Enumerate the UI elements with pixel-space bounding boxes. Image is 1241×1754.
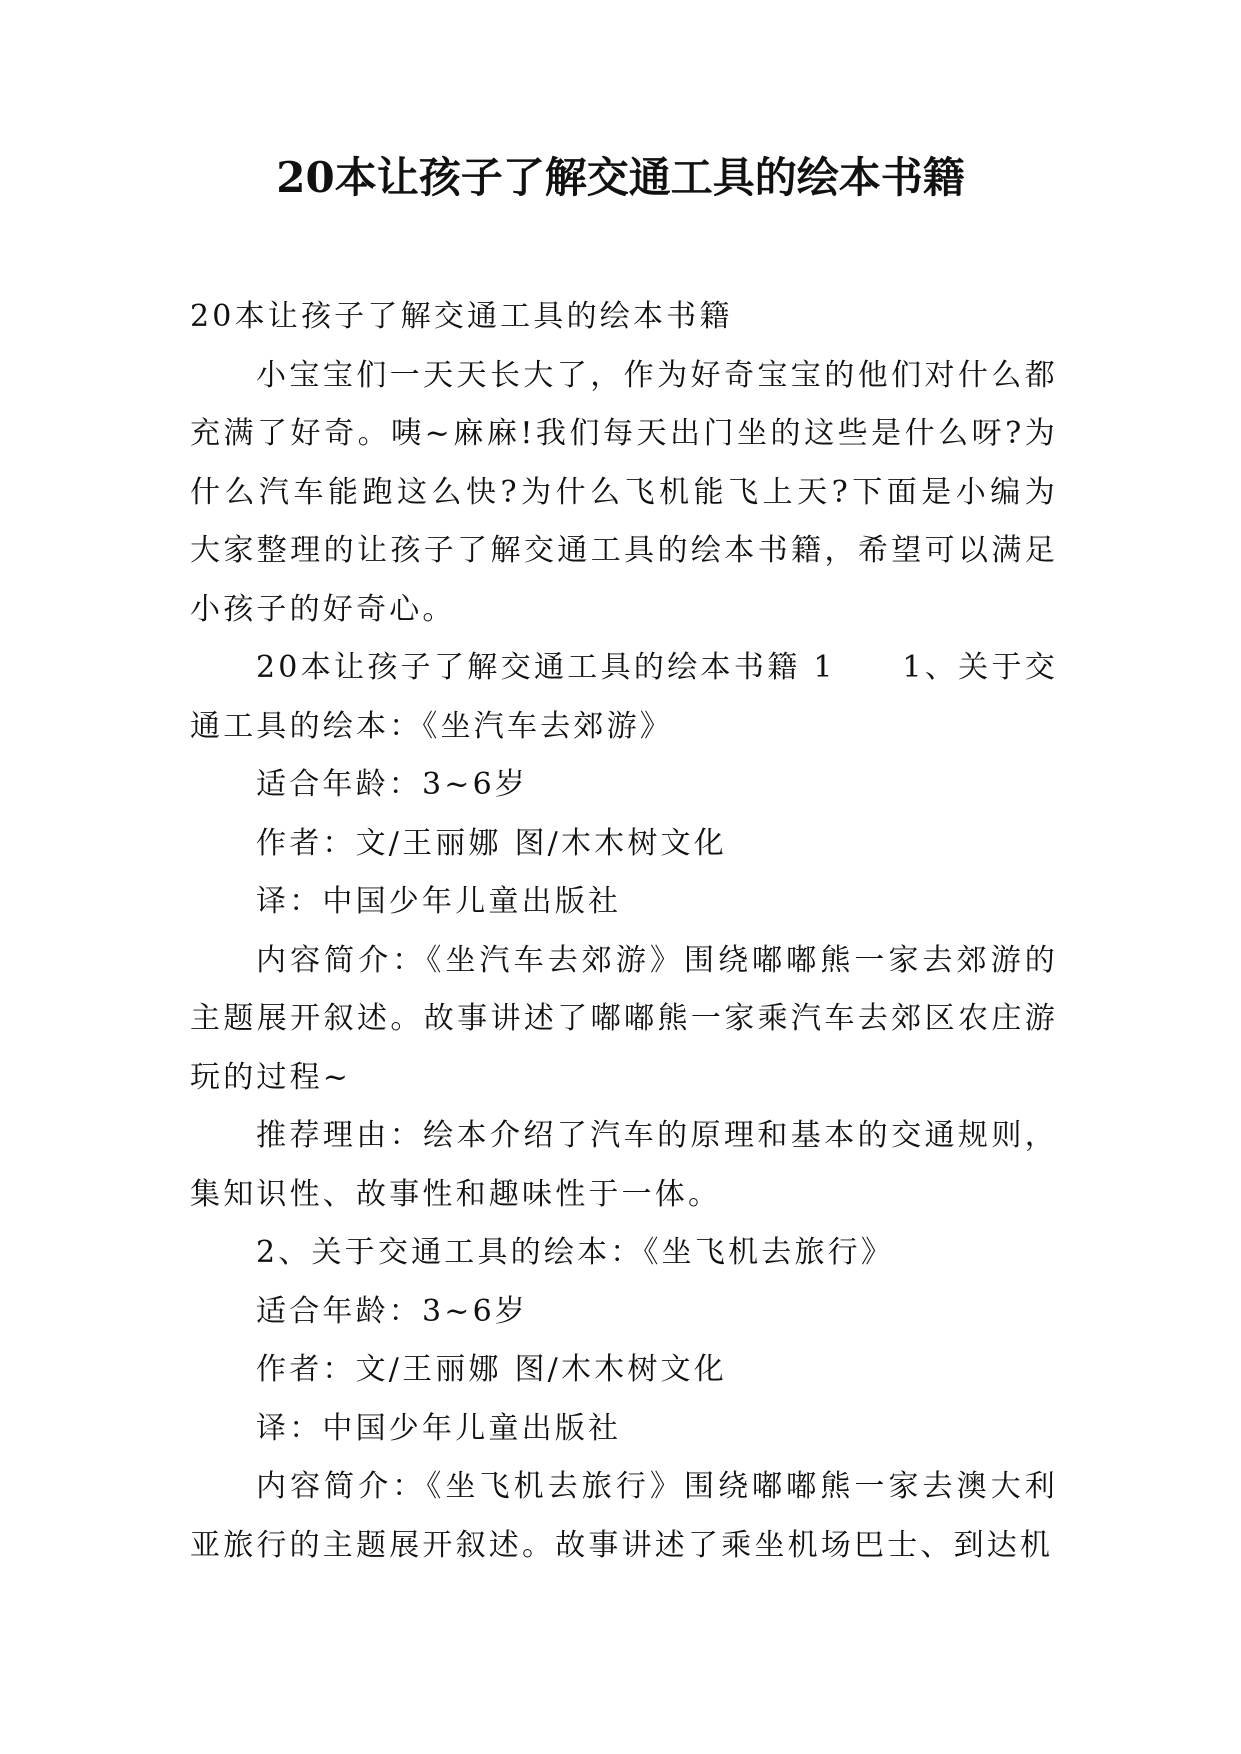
paragraph: 20本让孩子了解交通工具的绘本书籍 [190, 299, 733, 334]
paragraph: 译：中国少年儿童出版社 [256, 1410, 622, 1446]
document-title: 20本让孩子了解交通工具的绘本书籍 [276, 153, 965, 202]
paragraph: 小宝宝们一天天长大了，作为好奇宝宝的他们对什么都充满了好奇。咦~麻麻!我们每天出门坐的这些是什么呀?为什么汽车能跑这么快?为什么飞机能飞上天?下面是小编为大家整理的让孩子了解交通工具的绘本书籍，希望可以满足小孩子的好奇心。 [190, 357, 1058, 627]
paragraph: 译：中国少年儿童出版社 [256, 884, 622, 919]
paragraph: 推荐理由：绘本介绍了汽车的原理和基本的交通规则，集知识性、故事性和趣味性于一体。 [190, 1118, 1058, 1212]
paragraph: 适合年龄：3~6岁 [256, 1293, 529, 1329]
paragraph: 作者：文/王丽娜 图/木木树文化 [256, 825, 727, 861]
paragraph: 20本让孩子了解交通工具的绘本书籍 1 1、关于交通工具的绘本：《坐汽车去郊游》 [190, 650, 1058, 744]
paragraph: 内容简介：《坐汽车去郊游》围绕嘟嘟熊一家去郊游的主题展开叙述。故事讲述了嘟嘟熊一家乘汽车去郊区农庄游玩的过程~ [190, 942, 1058, 1095]
paragraph: 2、关于交通工具的绘本：《坐飞机去旅行》 [256, 1235, 895, 1270]
paragraph: 适合年龄：3~6岁 [256, 767, 529, 802]
document-body [190, 288, 1058, 1575]
paragraph: 作者：文/王丽娜 图/木木树文化 [256, 1352, 727, 1387]
paragraph: 内容简介：《坐飞机去旅行》围绕嘟嘟熊一家去澳大利亚旅行的主题展开叙述。故事讲述了乘坐机场巴士、到达机 [190, 1469, 1058, 1563]
